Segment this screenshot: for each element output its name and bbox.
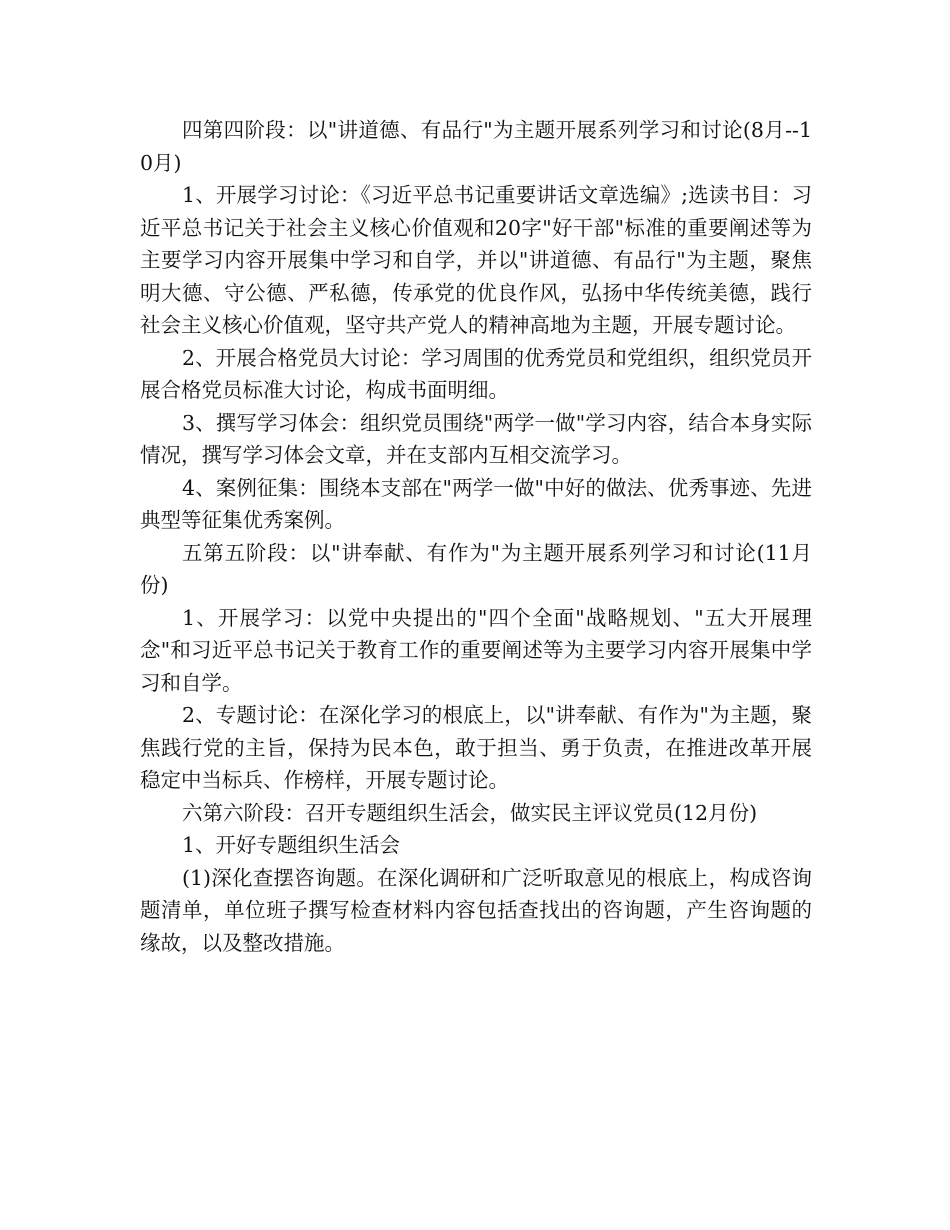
paragraph: (1)深化查摆咨询题。在深化调研和广泛听取意见的根底上，构成咨询题清单，单位班子撰写检查材料内容包括查找出的咨询题，产生咨询题的缘故，以及整改措施。 — [140, 865, 812, 955]
paragraph: 1、开好专题组织生活会 — [182, 833, 401, 857]
stage-four-heading: 四第四阶段：以"讲道德、有品行"为主题开展系列学习和讨论(8月--10月) — [140, 118, 812, 175]
paragraph: 3、撰写学习体会：组织党员围绕"两学一做"学习内容，结合本身实际情况，撰写学习体会文章，并在支部内互相交流学习。 — [140, 410, 812, 467]
paragraph: 2、专题讨论：在深化学习的根底上，以"讲奉献、有作为"为主题，聚焦践行党的主旨，保持为民本色，敢于担当、勇于负责，在推进改革开展稳定中当标兵、作榜样，开展专题讨论。 — [140, 703, 812, 792]
paragraph: 1、开展学习讨论：《习近平总书记重要讲话文章选编》;选读书目：习近平总书记关于社会主义核心价值观和20字"好干部"标准的重要阐述等为主要学习内容开展集中学习和自学，并以"讲道德、有品行"为主题，聚焦明大德、守公德、严私德，传承党的优良作风，弘扬中华传统美德，践行社会主义核心价值观，坚守共产党人的精神高地为主题，开展专题讨论。 — [140, 183, 812, 337]
stage-six-heading: 六第六阶段：召开专题组织生活会，做实民主评议党员(12月份) — [182, 800, 758, 825]
document-body — [140, 114, 812, 959]
paragraph: 1、开展学习：以党中央提出的"四个全面"战略规划、"五大开展理念"和习近平总书记关于教育工作的重要阐述等为主要学习内容开展集中学习和自学。 — [140, 605, 812, 695]
stage-five-heading: 五第五阶段：以"讲奉献、有作为"为主题开展系列学习和讨论(11月份) — [140, 540, 812, 597]
paragraph: 4、案例征集：围绕本支部在"两学一做"中好的做法、优秀事迹、先进典型等征集优秀案例。 — [140, 475, 812, 532]
paragraph: 2、开展合格党员大讨论：学习周围的优秀党员和党组织，组织党员开展合格党员标准大讨论，构成书面明细。 — [140, 345, 812, 402]
